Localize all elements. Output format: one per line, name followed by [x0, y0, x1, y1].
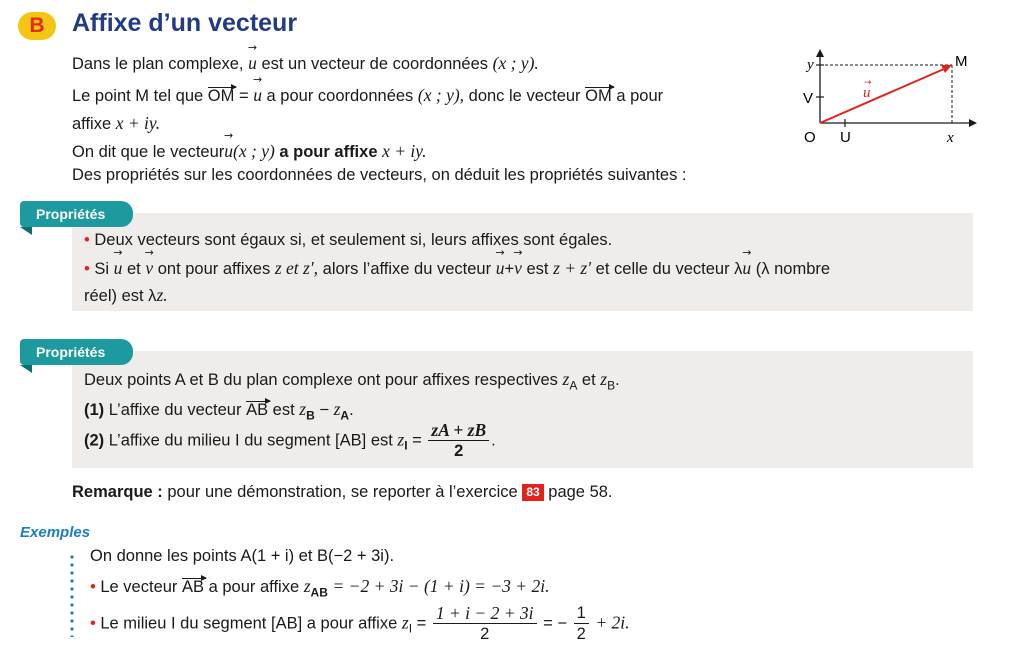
intro-line-1 [72, 53, 539, 74]
vector-diagram [795, 45, 985, 150]
math: z. [156, 285, 168, 305]
subscript: B [306, 408, 315, 423]
bullet-icon: • [90, 578, 96, 596]
denominator: 2 [480, 625, 490, 643]
section-badge [18, 12, 56, 40]
label-u-point: U [840, 129, 851, 146]
text: a pour affixe [306, 614, 398, 633]
text: a pour coordonnées [266, 87, 414, 105]
prop2-line-1 [84, 369, 620, 392]
math: x + iy. [382, 141, 427, 161]
subscript: I [404, 438, 408, 453]
fraction [433, 604, 537, 644]
coords: (x ; y), [417, 85, 465, 105]
coords: (x ; y) [233, 141, 275, 161]
text: et celle du vecteur λ [595, 260, 743, 278]
equals-minus: = − [543, 614, 567, 633]
text: alors l’affixe du vecteur [322, 260, 492, 278]
minus: − [319, 401, 329, 419]
text: pour une démonstration, se reporter à l’exercice [167, 483, 518, 501]
text: Deux vecteurs sont égaux si, et seulement si, leurs affixes sont égales. [94, 231, 613, 249]
text: a pour [616, 87, 664, 105]
text: et [581, 371, 596, 389]
examples-title: Exemples [20, 524, 91, 541]
equals: = [238, 87, 249, 105]
math: x + iy. [115, 113, 161, 133]
math: + 2i. [595, 612, 630, 633]
vector-u: → u [253, 85, 262, 106]
property-tag-tail [20, 365, 32, 373]
math: z et z′, [274, 258, 319, 278]
equals: = [412, 431, 422, 450]
label-u-arrow-icon: → [864, 78, 872, 88]
text: L’affixe du milieu I du segment [108, 431, 331, 450]
text: donc le vecteur [468, 87, 581, 105]
fraction [428, 421, 489, 461]
fraction [574, 604, 589, 644]
text: . [349, 401, 354, 419]
text: page 58. [548, 483, 613, 501]
vector-ab: AB [246, 401, 269, 419]
prop1-bullet-2 [84, 258, 830, 279]
vector-u: → u [248, 53, 257, 74]
prop2-line-3 [84, 421, 496, 461]
example-line-3 [90, 604, 630, 644]
text: Le point M tel que [72, 87, 204, 105]
remark-label: Remarque : [72, 483, 163, 501]
label-o: O [804, 129, 816, 146]
label-x: x [947, 130, 954, 146]
vector-v: → v [514, 258, 522, 279]
text: et [126, 260, 141, 278]
vector-u: → u [114, 258, 123, 279]
text: réel) est λ [84, 287, 157, 305]
text: Le milieu I du segment [100, 614, 267, 633]
text: est [526, 260, 549, 278]
math: z [562, 369, 570, 389]
vector-ab: AB [182, 578, 205, 596]
equals: = [416, 614, 427, 633]
text: . [491, 431, 496, 450]
text: On dit que le vecteur [72, 143, 225, 161]
text: est un vecteur de coordonnées [261, 55, 489, 73]
numerator: zA + zB [428, 421, 489, 441]
text: est [370, 431, 393, 450]
vector-om: OM [585, 87, 612, 105]
examples-dotted-rule [70, 553, 74, 637]
vector-om-line [820, 69, 944, 123]
bullet-icon: • [84, 231, 90, 249]
item-number: (1) [84, 401, 105, 419]
label-u-vector: u [863, 85, 871, 101]
numerator: 1 [574, 604, 589, 624]
label-v: V [803, 90, 814, 107]
example-line-1: On donne les points A(1 + i) et B(−2 + 3i). [90, 547, 395, 565]
property-tag-tail [20, 227, 32, 235]
intro-line-4 [72, 141, 426, 162]
prop1-bullet-2-cont [84, 285, 168, 306]
item-number: (2) [84, 431, 105, 450]
prop1-bullet-1 [84, 231, 612, 250]
denominator: 2 [454, 442, 464, 460]
text: Le vecteur [100, 578, 178, 596]
math: z [303, 576, 311, 596]
vector-u: → u [224, 141, 233, 162]
text: L’affixe du vecteur [108, 401, 242, 419]
label-m: M [955, 53, 968, 70]
property-tag-1: Propriétés [20, 201, 133, 227]
intro-line-2 [72, 85, 663, 106]
coords: (x ; y). [492, 53, 539, 73]
text: Dans le plan complexe, [72, 55, 244, 73]
x-axis-arrow-icon [969, 119, 977, 127]
label-y: y [807, 57, 814, 73]
text: est [272, 401, 295, 419]
text: a pour affixe [208, 578, 300, 596]
vector-v: → v [145, 258, 153, 279]
subscript: AB [310, 585, 328, 600]
bullet-icon: • [84, 260, 90, 278]
subscript: B [607, 378, 616, 393]
exercise-ref-badge[interactable]: 83 [522, 484, 543, 501]
intro-line-3 [72, 113, 160, 134]
numerator: 1 + i − 2 + 3i [433, 604, 537, 624]
math: z [600, 369, 608, 389]
property-tag-2: Propriétés [20, 339, 133, 365]
text: . [615, 371, 620, 389]
intro-line-5: Des propriétés sur les coordonnées de vecteurs, on déduit les propriétés suivantes : [72, 166, 687, 184]
vector-u: → u [496, 258, 505, 279]
text: Si [94, 260, 110, 278]
example-line-2 [90, 576, 549, 599]
math: = −2 + 3i − (1 + i) = −3 + 2i. [332, 576, 550, 596]
section-title: Affixe d’un vecteur [72, 9, 298, 37]
text-bold: a pour affixe [279, 143, 378, 161]
math: z [333, 399, 341, 419]
subscript: A [569, 378, 578, 393]
section-letter: B [29, 14, 45, 37]
remark [72, 483, 613, 502]
math: z [397, 429, 405, 450]
text: Deux points A et B du plan complexe ont pour affixes respectives [84, 371, 558, 389]
segment: [AB] [335, 431, 367, 450]
text: ont pour affixes [157, 260, 271, 278]
segment: [AB] [270, 614, 303, 633]
text: affixe [72, 115, 112, 133]
math: z + z′ [553, 258, 592, 278]
math: z [299, 399, 307, 419]
denominator: 2 [576, 625, 586, 643]
text: (λ nombre [755, 260, 831, 278]
vector-u: → u [742, 258, 751, 279]
y-axis-arrow-icon [816, 49, 824, 57]
subscript: A [340, 408, 350, 423]
subscript: I [408, 621, 413, 636]
plus: + [504, 260, 515, 278]
prop2-line-2 [84, 399, 354, 422]
vector-om: OM [207, 87, 235, 105]
math: z [401, 612, 409, 633]
bullet-icon: • [90, 614, 96, 633]
